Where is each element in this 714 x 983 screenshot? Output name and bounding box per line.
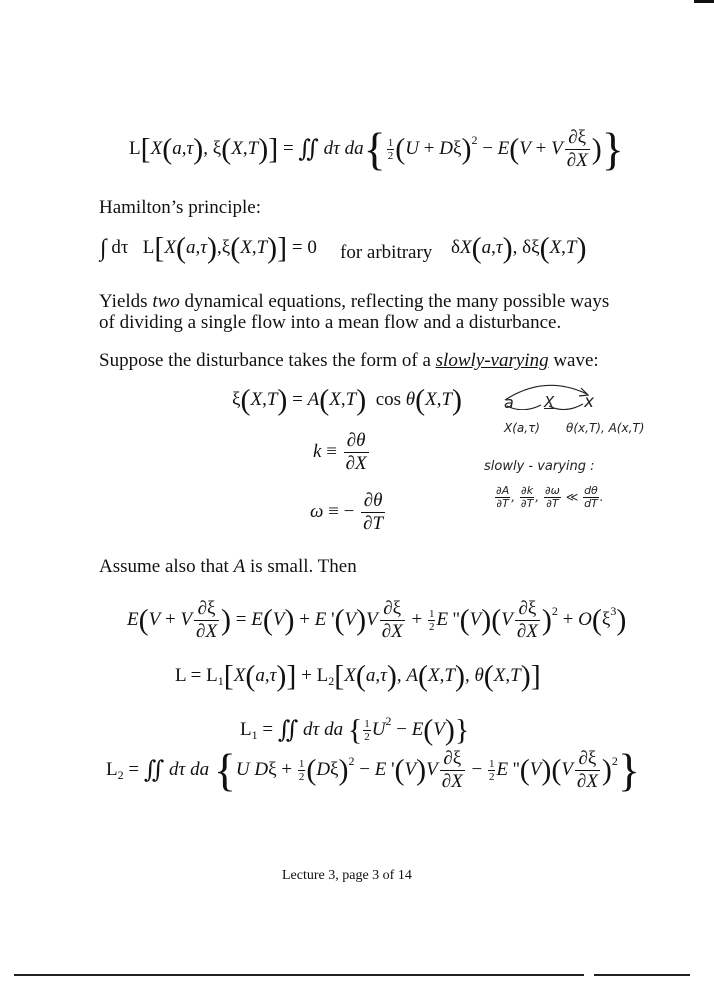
hamilton-label: Hamilton’s principle: bbox=[99, 197, 262, 218]
equation-wavenumber: k ≡ $\frac{\partial\theta}{\partial X}$ bbox=[313, 430, 367, 474]
equation-L2: $L_2$ = ∬ dτ da {U Dξ + $\frac{1}{2}$ $(D\xi)^2 - E$ '(V)V $\frac{\partial\xi}{\partial X}$ − $\frac{1}{2}$ E ''(V)(V $\frac{\partial\xi}{\partial X}$ )$^2$} bbox=[106, 744, 641, 796]
equation-wave: ξ(X,T) = A(X,T) cos θ(X,T) bbox=[232, 383, 463, 417]
corner-mark bbox=[694, 0, 714, 3]
note-slowly-varying: slowly - varying : bbox=[484, 459, 595, 474]
page-footer: Lecture 3, page 3 of 14 bbox=[282, 868, 412, 883]
equation-lagrangian: L[X(a,τ), ξ(X,T)] = ∬ dτ da{ $\frac{1}{2}$ $(U + D\xi)^2 - E(V + V$ $\frac{\partial\xi}{\partial X}$ )} bbox=[129, 123, 624, 175]
note-x: x bbox=[584, 392, 595, 412]
note-map-X: X(a,τ) bbox=[504, 421, 540, 435]
equation-action: ∫ dτ L[X(a,τ),ξ(X,T)] = 0 bbox=[100, 231, 317, 265]
note-slow-condition: $\frac{\partial A}{\partial T}$ , $\frac{\partial k}{\partial T}$ , $\frac{\partial\omega}{\partial T}$ ≪ $\frac{d\theta}{dT}$ . bbox=[496, 484, 604, 510]
equation-variations: δX(a,τ), δξ(X,T) bbox=[451, 231, 587, 265]
note-X: X bbox=[544, 393, 555, 411]
suppose-line: Suppose the disturbance takes the form of a slowly-varying wave: bbox=[99, 350, 599, 371]
equation-L1: $L_1$ = ∬ dτ da { $\frac{1}{2}$ $U^2 - E(V)$} bbox=[240, 713, 470, 747]
equation-taylor: E(V + V $\frac{\partial\xi}{\partial X}$ ) = E(V) + E '(V)V $\frac{\partial\xi}{\partial X}$ + $\frac{1}{2}$ E ''(V)(V $\frac{\partial\xi}{\partial X}$ )$^2 + O(\xi^3)$ bbox=[127, 598, 627, 642]
bottom-rule-right bbox=[594, 974, 690, 976]
arbitrary-label: for arbitrary bbox=[340, 242, 433, 263]
bottom-rule-left bbox=[14, 974, 584, 976]
equation-L-split: $L = L_1[X(a,\tau)] + L_2[X(a,\tau)$, A(X,T), θ(X,T)] bbox=[175, 659, 541, 693]
yields-line-2: of dividing a single flow into a mean flow and a disturbance. bbox=[99, 312, 562, 333]
note-a: a bbox=[504, 393, 514, 412]
equation-frequency: ω ≡ − $\frac{\partial\theta}{\partial T}$ bbox=[310, 490, 384, 534]
yields-line-1: Yields two dynamical equations, reflecting the many possible ways bbox=[99, 291, 610, 312]
note-map-theta: θ(x,T), A(x,T) bbox=[566, 421, 645, 435]
assume-line: Assume also that A is small. Then bbox=[99, 556, 357, 577]
